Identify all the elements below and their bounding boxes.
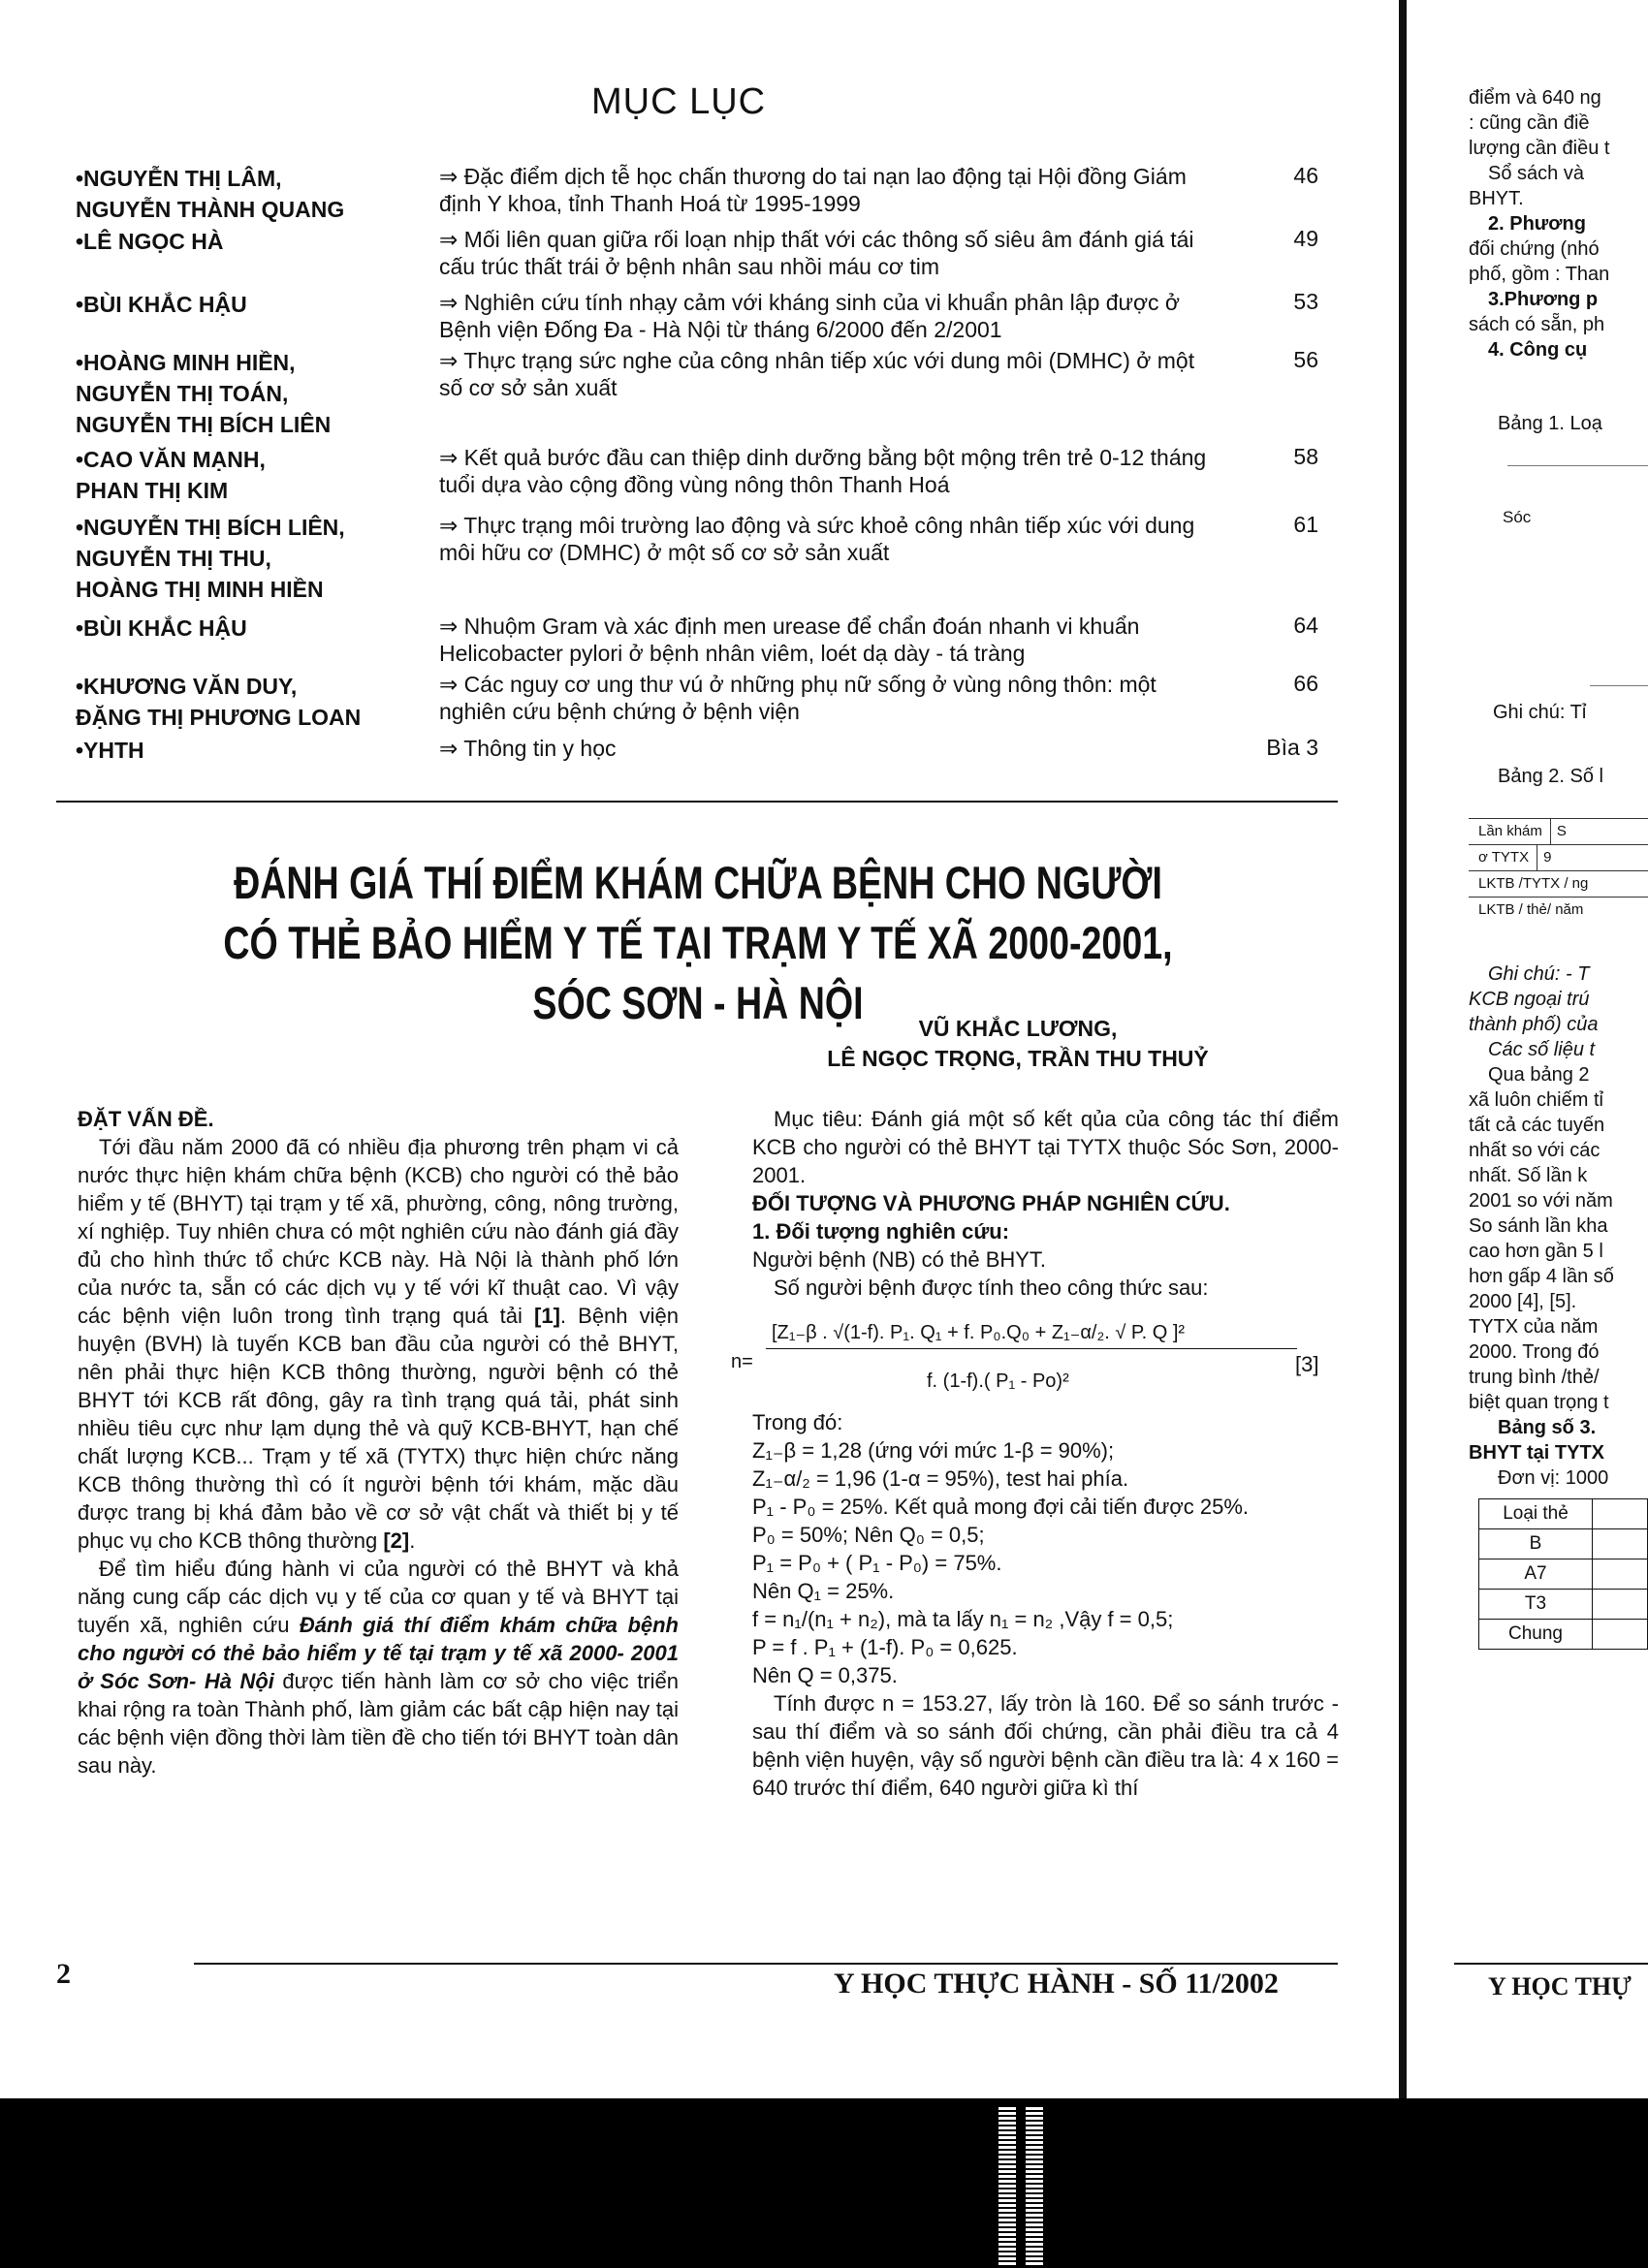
- toc-entry-page: 56: [1293, 347, 1318, 372]
- toc-entry-page: 53: [1293, 289, 1318, 314]
- toc-author-name: •NGUYỄN THỊ LÂM,: [76, 166, 282, 191]
- table2-row: [1469, 818, 1648, 844]
- right-page-line: sách có sẵn, ph: [1469, 314, 1605, 335]
- authors-line-2: LÊ NGỌC TRỌNG, TRẦN THU THUỶ: [827, 1046, 1209, 1071]
- formula-definition-line: f = n₁/(n₁ + n₂), mà ta lấy n₁ = n₂ ,Vậy f = 0,5;: [752, 1607, 1174, 1631]
- calculation-paragraph: Tính được n = 153.27, lấy tròn là 160. Để so sánh trước - sau thí điểm và so sánh đối chứng, cần phải điều tra cả 4 bệnh viện huyện, vậy số người bệnh cần điều tra là: 4 x 160 = 640 trước thí điểm, 640 người giữa kì thí: [752, 1691, 1339, 1800]
- table3-caption-2: BHYT tại TYTX: [1469, 1442, 1605, 1464]
- toc-author-name: PHAN THỊ KIM: [76, 478, 229, 503]
- right-page-line: : cũng cần điề: [1469, 112, 1590, 134]
- toc-entry-description: ⇒ Mối liên quan giữa rối loạn nhịp thất với các thông số siêu âm đánh giá tái cấu trúc thất trái ở bệnh nhân sau nhồi máu cơ tim: [439, 227, 1194, 279]
- table2-cell: 9: [1537, 845, 1551, 870]
- page-gutter-divider: [1399, 0, 1407, 2098]
- table3-row: [1479, 1620, 1648, 1650]
- table2-row: [1469, 897, 1648, 923]
- right-page-line: lượng cần điều t: [1469, 138, 1610, 159]
- table3-row: [1479, 1559, 1648, 1590]
- table3-cell: [1593, 1590, 1648, 1620]
- page-number: 2: [56, 1958, 71, 1990]
- right-note-line: trung bình /thẻ/: [1469, 1367, 1600, 1388]
- formula-fraction-bar: [766, 1348, 1297, 1349]
- toc-entry-description: ⇒ Nghiên cứu tính nhạy cảm với kháng sinh của vi khuẩn phân lập được ở Bệnh viện Đống Đa - Hà Nội từ tháng 6/2000 đến 2/2001: [439, 290, 1181, 342]
- toc-entry-description: ⇒ Thực trạng sức nghe của công nhân tiếp xúc với dung môi (DMHC) ở một số cơ sở sản xuất: [439, 348, 1195, 400]
- study-title-emphasis: Đánh giá thí điểm khám chữa bệnh cho người có thẻ bảo hiểm y tế tại trạm y tế xã 2000- 2001 ở Sóc Sơn- Hà Nội: [78, 1613, 679, 1693]
- toc-title: MỤC LỤC: [591, 81, 767, 122]
- toc-bottom-rule: [56, 801, 1338, 803]
- formula-intro: Số người bệnh được tính theo công thức sau:: [774, 1276, 1209, 1300]
- article-authors: [737, 1014, 1299, 1074]
- toc-author-name: •BÙI KHẮC HẬU: [76, 615, 247, 641]
- formula-definition-line: Nên Q = 0,375.: [752, 1663, 898, 1687]
- right-note-line: xã luôn chiếm tỉ: [1469, 1089, 1603, 1111]
- table1-rule: [1507, 465, 1648, 466]
- toc-entry-page: 58: [1293, 444, 1318, 469]
- toc-author-name: •HOÀNG MINH HIỀN,: [76, 350, 296, 375]
- toc-entry-page: 66: [1293, 671, 1318, 696]
- right-page-line: phố, gồm : Than: [1469, 264, 1610, 285]
- table2-row-label: LKTB /TYTX / ng: [1478, 875, 1589, 892]
- right-footer-rule: [1454, 1963, 1648, 1965]
- formula-definition-line: Nên Q₁ = 25%.: [752, 1579, 895, 1603]
- right-note-line: biệt quan trọng t: [1469, 1392, 1609, 1413]
- citation-1: [1]: [534, 1304, 560, 1328]
- right-note-line: nhất so với các: [1469, 1140, 1600, 1161]
- table3-row: [1479, 1499, 1648, 1529]
- table3-cell: [1593, 1620, 1648, 1650]
- scan-black-band: [0, 2098, 1648, 2268]
- right-note-line: thành phố) của: [1469, 1014, 1599, 1035]
- intro-paragraph-2: Để tìm hiểu đúng hành vi của người có thẻ BHYT và khả năng cung cấp các dịch vụ y tế của cơ quan y tế và BHYT tại tuyến xã, nghiên cứu Đánh giá thí điểm khám chữa bệnh cho người có thẻ bảo hiểm y tế tại trạm y tế xã 2000- 2001 ở Sóc Sơn- Hà Nội được tiến hành làm cơ sở cho việc triển khai rộng ra toàn Thành phố, làm giảm các bất cập hiện nay tại các bệnh viện đồng thời làm tiền đề cho tiến tới BHYT toàn dân sau này.: [78, 1557, 679, 1778]
- toc-entry-description: ⇒ Nhuộm Gram và xác định men urease để chẩn đoán nhanh vi khuẩn Helicobacter pylori ở bệnh nhân viêm, loét dạ dày - tá tràng: [439, 614, 1140, 666]
- formula-definition-line: P₁ - P₀ = 25%. Kết quả mong đợi cải tiến được 25%.: [752, 1495, 1250, 1519]
- barcode-strip-2: [1026, 2105, 1043, 2265]
- formula-numerator: [Z₁₋β . √(1-f). P₁. Q₁ + f. P₀.Q₀ + Z₁₋α/₂. √ P. Q ]²: [772, 1322, 1186, 1343]
- toc-entry-description: ⇒ Đặc điểm dịch tễ học chấn thương do tai nạn lao động tại Hội đồng Giám định Y khoa, tỉnh Thanh Hoá từ 1995-1999: [439, 164, 1187, 216]
- sample-size-formula: [731, 1302, 1339, 1408]
- toc-entry-page: 61: [1293, 512, 1318, 537]
- right-note-line: nhất. Số lần k: [1469, 1165, 1588, 1186]
- table1-note: Ghi chú: Tỉ: [1493, 702, 1587, 723]
- subheading-subjects: 1. Đối tượng nghiên cứu:: [752, 1219, 1010, 1244]
- right-note-line: 2000. Trong đó: [1469, 1341, 1600, 1363]
- right-note-line: tất cả các tuyến: [1469, 1115, 1605, 1136]
- formula-denominator: f. (1-f).( P₁ - Po)²: [927, 1370, 1069, 1392]
- table1-soc: Sóc: [1503, 508, 1532, 526]
- right-note-line: KCB ngoại trú: [1469, 989, 1590, 1010]
- toc-entry-page: Bìa 3: [1266, 735, 1318, 760]
- authors-line-1: VŨ KHẮC LƯƠNG,: [918, 1016, 1118, 1041]
- toc-entry-page: 64: [1293, 613, 1318, 638]
- goal-paragraph: Mục tiêu: Đánh giá một số kết qủa của công tác thí điểm KCB cho người có thẻ BHYT tại TYTX thuộc Sóc Sơn, 2000- 2001.: [752, 1107, 1339, 1187]
- footer-rule: [194, 1963, 1338, 1965]
- table1-bottom-rule: [1590, 685, 1648, 686]
- toc-entry-authors: [76, 613, 425, 644]
- right-page-line: đối chứng (nhó: [1469, 238, 1600, 260]
- table2-row-label: ơ TYTX: [1478, 849, 1530, 866]
- toc-entry-page: 46: [1293, 163, 1318, 188]
- table2-row: [1469, 870, 1648, 897]
- right-note-line: cao hơn gần 5 l: [1469, 1241, 1603, 1262]
- table3-row: [1479, 1529, 1648, 1559]
- formula-definitions: [752, 1408, 1339, 1689]
- toc-entry-authors: [76, 444, 425, 506]
- subject-text: Người bệnh (NB) có thẻ BHYT.: [752, 1247, 1047, 1272]
- toc-entry-description: ⇒ Kết quả bước đầu can thiệp dinh dưỡng bằng bột mộng trên trẻ 0-12 tháng tuổi dựa vào cộng đồng vùng nông thôn Thanh Hoá: [439, 445, 1207, 497]
- toc-author-name: NGUYỄN THỊ TOÁN,: [76, 381, 289, 406]
- toc-author-name: •BÙI KHẮC HẬU: [76, 292, 247, 317]
- formula-definition-line: Z₁₋α/₂ = 1,96 (1-α = 95%), test hai phía.: [752, 1466, 1129, 1491]
- toc-entry-authors: [76, 347, 425, 440]
- table3-row-label: T3: [1479, 1590, 1593, 1620]
- table3-row-label: Loại thẻ: [1479, 1499, 1593, 1529]
- toc-entry-description: ⇒ Thông tin y học: [439, 736, 617, 761]
- journal-footer: Y HỌC THỰC HÀNH - SỐ 11/2002: [834, 1968, 1279, 2000]
- right-page-fragment: [1469, 85, 1648, 1985]
- right-page-line: 3.Phương p: [1488, 289, 1599, 310]
- article-title-line-2: CÓ THẺ BẢO HIỂM Y TẾ TẠI TRẠM Y TẾ XÃ 2000-2001, SÓC SƠN - HÀ NỘI: [223, 917, 1173, 1028]
- toc-entry-authors: [76, 163, 425, 225]
- toc-author-name: ĐẶNG THỊ PHƯƠNG LOAN: [76, 705, 362, 730]
- right-note-line: So sánh lần kha: [1469, 1215, 1608, 1237]
- toc-author-name: NGUYỄN THÀNH QUANG: [76, 197, 345, 222]
- formula-definition-line: P₁ = P₀ + ( P₁ - P₀) = 75%.: [752, 1551, 1002, 1575]
- right-note-line: TYTX của năm: [1469, 1316, 1599, 1338]
- table3-row-label: A7: [1479, 1559, 1593, 1590]
- toc-author-name: •CAO VĂN MẠNH,: [76, 447, 266, 472]
- right-note-line: Qua bảng 2: [1488, 1064, 1590, 1086]
- table1-caption: Bảng 1. Loạ: [1498, 413, 1602, 434]
- toc-entry-page: 49: [1293, 226, 1318, 251]
- table-2: [1469, 818, 1648, 923]
- table2-notes: [1469, 961, 1648, 1415]
- toc-entry-authors: [76, 289, 425, 320]
- toc-entry-authors: [76, 512, 425, 605]
- table2-caption: Bảng 2. Số l: [1498, 766, 1603, 787]
- table3-row-label: Chung: [1479, 1620, 1593, 1650]
- section-heading-methods: ĐỐI TƯỢNG VÀ PHƯƠNG PHÁP NGHIÊN CỨU.: [752, 1191, 1230, 1215]
- toc-author-name: •LÊ NGỌC HÀ: [76, 229, 224, 254]
- formula-definition-line: Z₁₋β = 1,28 (ứng với mức 1-β = 90%);: [752, 1438, 1115, 1463]
- table3-cell: [1593, 1559, 1648, 1590]
- table2-cell: S: [1550, 819, 1567, 844]
- right-page-lines: [1469, 85, 1648, 362]
- toc-author-name: HOÀNG THỊ MINH HIỀN: [76, 577, 324, 602]
- right-page-line: 4. Công cụ: [1488, 339, 1588, 361]
- right-note-line: Ghi chú: - T: [1488, 963, 1590, 985]
- toc-entry-description: ⇒ Các nguy cơ ung thư vú ở những phụ nữ sống ở vùng nông thôn: một nghiên cứu bệnh chứng ở bệnh viện: [439, 672, 1157, 724]
- formula-reference: [3]: [1295, 1352, 1319, 1376]
- toc-author-name: NGUYỄN THỊ THU,: [76, 546, 271, 571]
- left-column: [78, 1105, 679, 1780]
- toc-entry-authors: [76, 671, 425, 733]
- toc-entry-authors: [76, 226, 425, 257]
- article-title: [186, 853, 1210, 1033]
- toc-author-name: •KHƯƠNG VĂN DUY,: [76, 674, 298, 699]
- middle-column: [731, 1105, 1339, 1802]
- right-journal-footer: Y HỌC THỰ: [1488, 1972, 1632, 2000]
- right-note-line: 2001 so với năm: [1469, 1190, 1613, 1212]
- right-note-line: hơn gấp 4 lần số: [1469, 1266, 1614, 1287]
- right-page-line: điểm và 640 ng: [1469, 87, 1601, 109]
- right-note-line: Các số liệu t: [1488, 1039, 1596, 1060]
- toc-entry-authors: [76, 735, 425, 766]
- table3-cell: [1593, 1529, 1648, 1559]
- toc-entry-description: ⇒ Thực trạng môi trường lao động và sức khoẻ công nhân tiếp xúc với dung môi hữu cơ (DMHC) ở một số cơ sở sản xuất: [439, 513, 1195, 565]
- table3-cell: [1593, 1499, 1648, 1529]
- table3-caption-1: Bảng số 3.: [1498, 1417, 1597, 1438]
- right-page-line: Sổ sách và: [1488, 163, 1584, 184]
- table2-row-label: Lần khám: [1478, 823, 1542, 839]
- toc-author-name: •NGUYỄN THỊ BÍCH LIÊN,: [76, 515, 345, 540]
- barcode-strip-1: [998, 2105, 1016, 2265]
- formula-definition-line: Trong đó:: [752, 1410, 843, 1434]
- table3-unit: Đơn vị: 1000: [1498, 1467, 1609, 1489]
- intro-paragraph-1: Tới đầu năm 2000 đã có nhiều địa phương trên phạm vi cả nước thực hiện khám chữa bệnh (KCB) cho người có thẻ bảo hiểm y tế (BHYT) tại trạm y tế xã, phường, công, nông trường, xí nghiệp. Tuy nhiên chưa có một nghiên cứu nào đánh giá đầy đủ cho hình thức tổ chức KCB này. Hà Nội là thành phố lớn của nước ta, sẵn có các dịch vụ y tế với kĩ thuật cao. Vì vậy các bệnh viện luôn trong tình trạng quá tải [1]. Bệnh viện huyện (BVH) là tuyến KCB ban đầu của người có thẻ BHYT, nên phải thực hiện KCB thông thường, người bệnh có thẻ BHYT tới KCB rất đông, gây ra tình trạng quá tải, phát sinh nhiều tiêu cực như lạm dụng thẻ và quỹ KCB-BHYT, hạn chế chất lượng KCB... Trạm y tế xã (TYTX) thực hiện chức năng KCB thông thường thì có ít người bệnh tới khám, mặc dầu được trang bị khá đảm bảo về cơ sở vật chất và thiết bị y tế phục vụ cho KCB thông thường [2].: [78, 1135, 679, 1553]
- formula-definition-line: P₀ = 50%; Nên Q₀ = 0,5;: [752, 1523, 985, 1547]
- toc-author-name: NGUYỄN THỊ BÍCH LIÊN: [76, 412, 332, 437]
- toc-author-name: •YHTH: [76, 738, 144, 763]
- formula-definition-line: P = f . P₁ + (1-f). P₀ = 0,625.: [752, 1635, 1018, 1659]
- table2-row-label: LKTB / thẻ/ năm: [1478, 901, 1584, 918]
- right-page-line: BHYT.: [1469, 188, 1524, 209]
- table3-row-label: B: [1479, 1529, 1593, 1559]
- table2-row: [1469, 844, 1648, 870]
- citation-2: [2]: [383, 1528, 410, 1553]
- formula-n-label: n=: [731, 1351, 753, 1372]
- table3-row: [1479, 1590, 1648, 1620]
- section-heading-intro: ĐẶT VẤN ĐỀ.: [78, 1107, 214, 1131]
- right-page-line: 2. Phương: [1488, 213, 1586, 235]
- table-3: [1478, 1498, 1648, 1650]
- article-title-line-1: ĐÁNH GIÁ THÍ ĐIỂM KHÁM CHỮA BỆNH CHO NGƯỜI: [234, 857, 1162, 908]
- right-note-line: 2000 [4], [5].: [1469, 1291, 1577, 1312]
